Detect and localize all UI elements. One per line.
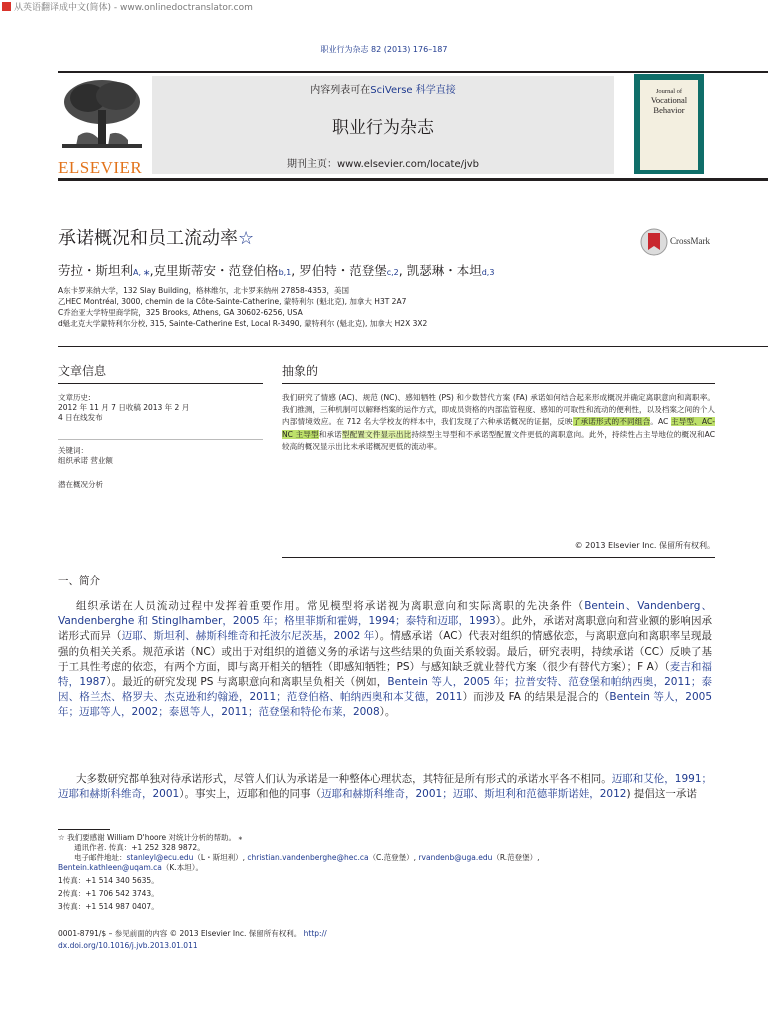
- corresponding-star: ⁎: [238, 833, 243, 842]
- article-info-heading: 文章信息: [58, 364, 107, 378]
- affiliation-line: 乙HEC Montréal, 3000, chemin de la Côte-Sainte-Catherine, 蒙特利尔 (魁北克), 加拿大 H3T 2A7: [58, 297, 407, 306]
- footnote-rule: [58, 829, 110, 830]
- citation-link[interactable]: Bentein 等人，2005 年；迈耶等人，2002；泰恩等人，2011；范登堡和特伦布莱，2008: [58, 691, 712, 719]
- footnote-text: ☆ 我们要感谢 William D'hoore 对统计分析的帮助。: [58, 833, 237, 842]
- journal-cover: [634, 74, 704, 174]
- contents-prefix: 内容列表可在: [310, 85, 371, 96]
- sciverse-link[interactable]: SciVerse 科学直接: [370, 85, 456, 96]
- author-name: , 凯瑟琳・本坦: [398, 263, 482, 278]
- keywords: [58, 446, 263, 490]
- header-top-rule: [58, 71, 768, 73]
- affiliations: [58, 286, 698, 329]
- translator-banner[interactable]: [2, 0, 253, 13]
- author-name: , 罗伯特・范登堡: [291, 263, 387, 278]
- contents-line: [152, 81, 614, 96]
- email-owner: （R.范登堡）,: [492, 853, 540, 862]
- email-owner: （L・斯坦利）,: [193, 853, 245, 862]
- email-label: 电子邮件地址：: [74, 853, 127, 862]
- footnote-corresponding: 通讯作者. 传真：+1 252 328 9872。: [74, 843, 205, 852]
- issn-text: 0001-8791/$ – 参见前面的内容 © 2013 Elsevier Inc. 保留所有权利。: [58, 929, 302, 938]
- abstract-copyright: © 2013 Elsevier Inc. 保留所有权利。: [574, 541, 715, 550]
- crossmark-label: CrossMark: [670, 236, 710, 246]
- author-name: ,克里斯蒂安・范登伯格: [149, 263, 279, 278]
- title-star-footnote[interactable]: ☆: [238, 228, 255, 249]
- abstract-text: 我们研究了情感 (AC)、规范 (NC)、感知牺牲 (PS) 和少数替代方案 (FA) 承诺如何结合起来形成概况并确定离职意向和离职率。我们推测，三种机制可以解释档案的运作方式，即成员资格的内部监管程度、感知的可取性和流动的便利性，以及档案之间的个人内部情境效应。在 712 名大学校友的样本中，我们发现了六种承诺概况的证据，反映: [282, 393, 715, 427]
- affiliation-line: d魁北克大学蒙特利尔分校, 315, Sainte-Catherine Est, Local R-3490, 蒙特利尔 (魁北克), 加拿大 H2X 3X2: [58, 319, 428, 328]
- cover-line-3: Behavior: [653, 105, 685, 115]
- abstract-heading: 抽象的: [282, 364, 319, 378]
- footnotes: [58, 833, 718, 912]
- email-owner: （C.范登堡）,: [368, 853, 417, 862]
- crossmark-icon: [640, 228, 668, 256]
- doi-link[interactable]: http://: [303, 929, 327, 938]
- article-info-rule: [58, 383, 263, 384]
- citation-link[interactable]: 麦吉和福特，1987: [58, 660, 712, 689]
- abstract-text: 持续型主导型和不承诺型配置文件更低的离职意向。此外，持续性占主导地位的概况和AC较高的概况显示出比未承诺概况更低的流动率。: [282, 429, 716, 451]
- abstract-text: 和承诺: [318, 429, 342, 439]
- citation-link[interactable]: 迈耶、斯坦利、赫斯科维奇和托波尔尼茨基，2002 年: [121, 630, 375, 643]
- citation-link[interactable]: Bentein 等人，2005 年；拉普安特、范登堡和帕纳西奥，2011；泰因、格兰杰、格罗夫、杰克逊和约翰逊，2011；范登伯格、帕纳西奥和本艾德，2011: [58, 676, 712, 704]
- email-owner: （K.本坦）。: [161, 863, 203, 872]
- intro-text: ）而涉及 FA 的结果是混合的（: [462, 691, 610, 704]
- pdf-icon: [2, 2, 11, 11]
- author-affil-sup[interactable]: c,2: [386, 268, 399, 277]
- intro-text: ）。事实上，迈耶和他的同事（: [179, 788, 321, 801]
- history-line: 4 日在线发布: [58, 413, 103, 422]
- author-name: 劳拉・斯坦利: [58, 263, 134, 278]
- cover-line-1: Journal of: [655, 88, 683, 95]
- author-list: [58, 261, 494, 279]
- journal-title: 职业行为杂志: [332, 118, 434, 138]
- article-title-text: 承诺概况和员工流动率: [58, 228, 238, 249]
- issn-line: [58, 929, 718, 939]
- email-link[interactable]: christian.vandenberghe@hec.ca: [247, 853, 369, 862]
- keywords-rule: [58, 439, 263, 440]
- footnote-emails: [58, 853, 718, 863]
- footnote-email-continued: [58, 863, 718, 873]
- keyword-line: 潜在概况分析: [58, 480, 103, 489]
- abstract-bottom-rule: [282, 557, 715, 558]
- publisher-name: ELSEVIER: [58, 158, 143, 177]
- email-link[interactable]: Bentein.kathleen@uqam.ca: [58, 863, 162, 872]
- doi-link-continued[interactable]: dx.doi.org/10.1016/j.jvb.2013.01.011: [58, 941, 198, 950]
- citation-link[interactable]: 迈耶和赫斯科维奇，2001；迈耶、斯坦利和范德菲斯诺娃，2012: [320, 788, 627, 801]
- citation-link[interactable]: Bentein、Vandenberg、Vandenberghe 和 Stinglhamber，2005 年；格里菲斯和霍姆，1994；泰特和迈耶，1993: [58, 600, 712, 628]
- author-affil-sup[interactable]: d,3: [481, 268, 495, 277]
- header-bottom-rule: [58, 178, 768, 181]
- abstract-body: [282, 392, 715, 453]
- intro-text: ）。: [379, 706, 396, 719]
- intro-heading: 一、简介: [58, 575, 100, 587]
- journal-citation[interactable]: 职业行为杂志 82 (2013) 176–187: [320, 45, 448, 54]
- translator-banner-text: 从英语翻译成中文(简体) - www.onlinedoctranslator.com: [14, 3, 253, 13]
- cover-line-2: Vocational: [650, 95, 688, 105]
- intro-text: ）。最近的研究发现 PS 与离职意向和离职呈负相关（例如，: [106, 676, 388, 689]
- footnote-fax: 1传真：+1 514 340 5635。: [58, 876, 159, 885]
- intro-text: ) 提倡这一承诺: [626, 788, 697, 801]
- abstract-highlight: 型配置文件显示出比: [341, 429, 412, 439]
- footnote-fax: 3传真：+1 514 987 0407。: [58, 902, 159, 911]
- abstract-highlight: 了承诺形式的不同组合: [572, 417, 651, 427]
- crossmark-badge[interactable]: [640, 228, 720, 256]
- journal-homepage[interactable]: 期刊主页：www.elsevier.com/locate/jvb: [286, 159, 480, 170]
- article-title: [58, 224, 254, 250]
- affiliation-line: A东卡罗来纳大学，132 Slay Building，格林维尔，北卡罗来纳州 27858-4353，美国: [58, 286, 350, 295]
- footnote-fax: 2传真：+1 706 542 3743。: [58, 889, 159, 898]
- intro-paragraph-1: [58, 599, 712, 721]
- history-label: 文章历史:: [58, 393, 91, 402]
- journal-cover-inner: [640, 80, 698, 170]
- corresponding-author-star[interactable]: ⁎: [143, 264, 150, 278]
- author-affil-sup[interactable]: A,: [133, 268, 144, 277]
- keywords-label: 关键词：: [58, 446, 88, 455]
- history-line: 2012 年 11 月 7 日收稿 2013 年 2 月: [58, 403, 190, 412]
- abstract-text: 。AC: [650, 417, 671, 427]
- email-link[interactable]: stanleyl@ecu.edu: [126, 853, 194, 862]
- citation-link[interactable]: 迈耶和艾伦，1991；迈耶和赫斯科维奇，2001: [58, 773, 712, 801]
- footnote-acknowledgement: [58, 833, 718, 843]
- email-link[interactable]: rvandenb@uga.edu: [418, 853, 493, 862]
- elsevier-logo: [58, 76, 146, 177]
- article-history: [58, 393, 263, 423]
- author-affil-sup[interactable]: b,1: [278, 268, 292, 277]
- elsevier-tree-icon: [58, 76, 146, 152]
- affiliations-rule: [58, 346, 768, 347]
- intro-text: 大多数研究都单独对待承诺形式，尽管人们认为承诺是一种整体心理状态，其特征是所有形式的承诺水平各不相同。: [76, 773, 612, 785]
- intro-text: ）。情感承诺（AC）代表对组织的情感依恋，与离职意向和离职率呈现最强的负相关关系。规范承诺（NC）或出于对组织的道德义务的承诺与这些结果的负面关系较弱。最后，研究表明，持续承诺（CC）反映了基于工具性考虑的依恋，有两个方面，即与离开相关的牺牲（即感知牺牲；PS）与感知缺乏就业替代方案（很少有替代方案）；F A）（: [58, 630, 713, 673]
- intro-text: ）。此外，承诺对离职意向和营业额的影响因承诺形式而异（: [58, 615, 712, 643]
- abstract-highlight: 主导型、AC-NC 主导型: [282, 417, 715, 439]
- abstract-rule: [282, 383, 715, 384]
- affiliation-line: C乔治亚大学特里商学院，325 Brooks, Athens, GA 30602-6256, USA: [58, 308, 303, 317]
- keyword-line: 组织承诺 营业额: [58, 456, 113, 465]
- intro-paragraph-2: [58, 772, 712, 802]
- intro-text: 组织承诺在人员流动过程中发挥着重要作用。常见模型将承诺视为离职意向和实际离职的先决条件（: [76, 600, 585, 612]
